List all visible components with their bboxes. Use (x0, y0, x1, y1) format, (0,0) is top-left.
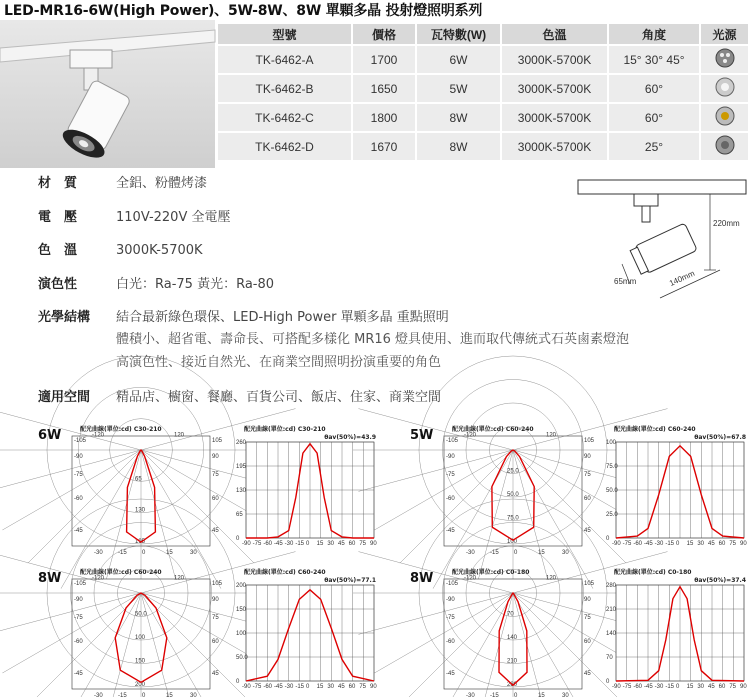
polar-angle-label: -45 (446, 671, 455, 677)
x-tick-label: 60 (718, 684, 726, 690)
prop-label: 電 壓 (38, 210, 78, 225)
x-tick-label: -30 (284, 684, 294, 690)
polar-angle-label: -120 (464, 575, 477, 582)
cell-watt: 8W (417, 104, 500, 131)
polar-angle-label: -105 (446, 581, 459, 587)
polar-angle-label: 15 (166, 550, 173, 556)
polar-angle-label: 30 (562, 693, 569, 697)
prop-label: 演色性 (38, 277, 78, 292)
polar-angle-label: -15 (490, 550, 499, 556)
polar-angle-label: 15 (538, 693, 545, 697)
x-tick-label: -90 (612, 684, 621, 690)
polar-title: 配光曲線(單位:cd) C0-180 (452, 569, 530, 576)
polar-ring-label: 280 (507, 682, 518, 688)
track-light-image (0, 20, 215, 168)
prop-value: 結合最新綠色環保、LED-High Power 單顆多晶 重點照明 (116, 310, 449, 325)
polar-angle-label: -60 (446, 496, 455, 502)
polar-title: 配光曲線(單位:cd) C60-240 (80, 569, 162, 576)
led-bulb-icon (713, 134, 737, 156)
cell-watt: 5W (417, 75, 500, 102)
page-title: LED-MR16-6W(High Power)、5W-8W、8W 單顆多晶 投射燈照明系列 (4, 3, 483, 19)
x-tick-label: 45 (338, 541, 345, 547)
prop-value: 白光：Ra-75 黃光：Ra-80 (116, 277, 275, 292)
y-tick-label: 0 (236, 536, 240, 542)
prop-voltage (38, 206, 230, 225)
y-tick-label: 200 (236, 583, 247, 589)
theta-label: θav(50%)=67.8 (694, 434, 746, 441)
prop-value: 3000K-5700K (116, 243, 203, 258)
polar-angle-label: -45 (74, 528, 83, 534)
led-bulb-icon (713, 47, 737, 69)
prop-value: 110V-220V 全電壓 (116, 210, 231, 225)
x-tick-label: 90 (370, 541, 377, 547)
cartesian-chart (606, 567, 746, 697)
polar-angle-label: 60 (212, 496, 219, 502)
cell-source (701, 104, 748, 131)
polar-ring-label: 75.0 (507, 515, 519, 522)
polar-angle-label: 30 (190, 550, 197, 556)
polar-ring-label: 140 (507, 635, 518, 641)
polar-angle-label: 60 (584, 639, 591, 645)
x-tick-label: 60 (718, 541, 726, 547)
y-tick-label: 100 (236, 631, 247, 637)
polar-angle-label: 75 (584, 472, 591, 478)
polar-angle-label: -60 (74, 639, 83, 645)
polar-angle-label: 120 (546, 575, 557, 582)
polar-ring-label: 50.0 (507, 492, 519, 498)
polar-angle-label: 30 (190, 693, 197, 697)
polar-chart (60, 567, 223, 697)
x-tick-label: -60 (263, 541, 273, 547)
polar-angle-label: -75 (74, 615, 83, 621)
cell-watt: 6W (417, 46, 500, 73)
y-tick-label: 75.0 (606, 464, 618, 470)
x-tick-label: 60 (348, 541, 356, 547)
polar-chart (60, 424, 223, 556)
y-tick-label: 210 (606, 607, 617, 613)
cell-angle: 15° 30° 45° (609, 46, 699, 73)
polar-angle-label: 75 (212, 615, 219, 621)
polar-ring-label: 100 (135, 635, 146, 641)
y-tick-label: 0 (606, 679, 610, 685)
x-tick-label: 15 (316, 541, 324, 547)
prop-value: 精品店、櫥窗、餐廳、百貨公司、飯店、住家、商業空間 (116, 390, 442, 405)
x-tick-label: -45 (644, 541, 653, 547)
polar-angle-label: -120 (92, 575, 105, 582)
col-angle: 角度 (609, 24, 699, 44)
cell-angle: 60° (609, 75, 699, 102)
x-tick-label: 75 (359, 541, 367, 547)
cell-price: 1800 (353, 104, 415, 131)
y-tick-label: 130 (236, 488, 247, 494)
polar-ring-label: 50.0 (135, 611, 147, 618)
x-tick-label: 0 (306, 684, 310, 690)
polar-angle-label: -15 (118, 550, 127, 556)
x-tick-label: 30 (327, 684, 335, 690)
polar-angle-label: -75 (446, 472, 455, 478)
polar-angle-label: 0 (514, 550, 518, 556)
x-tick-label: 30 (697, 541, 705, 547)
cell-model: TK-6462-C (218, 104, 351, 131)
chart-power-label: 8W (38, 571, 62, 586)
table-header-row (218, 24, 748, 44)
polar-ring-label: 100 (507, 539, 518, 545)
polar-angle-label: -60 (74, 496, 83, 502)
cartesian-chart (236, 424, 376, 554)
polar-angle-label: 90 (584, 597, 591, 603)
polar-angle-label: -120 (464, 432, 477, 439)
y-tick-label: 70 (606, 655, 613, 661)
x-tick-label: 15 (316, 684, 324, 690)
led-bulb-icon (713, 76, 737, 98)
cell-source (701, 133, 748, 160)
table-row (218, 46, 748, 73)
y-tick-label: 140 (606, 631, 617, 637)
cartesian-svg (606, 583, 746, 697)
product-photo (0, 20, 215, 168)
polar-ring-label: 200 (135, 682, 146, 688)
y-tick-label: 0 (236, 679, 240, 685)
polar-angle-label: 0 (142, 693, 146, 697)
y-tick-label: 0 (606, 536, 610, 542)
x-tick-label: 90 (370, 684, 377, 690)
y-tick-label: 50.0 (236, 655, 248, 661)
polar-angle-label: 45 (212, 528, 219, 534)
polar-angle-label: 90 (212, 597, 219, 603)
cell-source (701, 46, 748, 73)
cell-cct: 3000K-5700K (502, 75, 607, 102)
table-row (218, 133, 748, 160)
cell-price: 1700 (353, 46, 415, 73)
polar-ring-label: 25.0 (507, 468, 519, 475)
prop-label: 光學結構 (38, 310, 91, 325)
cell-source (701, 75, 748, 102)
polar-angle-label: -30 (94, 550, 103, 556)
chart-power-label: 6W (38, 428, 62, 443)
polar-angle-label: 60 (212, 639, 219, 645)
cell-angle: 25° (609, 133, 699, 160)
polar-chart (432, 567, 595, 697)
chart-power-label: 8W (410, 571, 434, 586)
polar-angle-label: 120 (174, 575, 185, 582)
polar-angle-label: -15 (118, 693, 127, 697)
optics-desc-line: 高演色性、接近自然光、在商業空間照明扮演重要的角色 (116, 355, 442, 370)
polar-angle-label: 45 (212, 671, 219, 677)
cartesian-svg (236, 440, 376, 554)
polar-angle-label: 15 (538, 550, 545, 556)
cartesian-svg (236, 583, 376, 697)
x-tick-label: -15 (295, 684, 305, 690)
x-tick-label: 75 (359, 684, 367, 690)
polar-angle-label: 45 (584, 528, 591, 534)
polar-angle-label: -45 (446, 528, 455, 534)
cartesian-title: 配光曲線(單位:cd) C30-210 (244, 426, 326, 433)
spec-table (216, 22, 750, 162)
polar-ring-label: 70 (507, 611, 514, 618)
polar-angle-label: 60 (584, 496, 591, 502)
x-tick-label: -45 (644, 684, 653, 690)
col-source: 光源 (701, 24, 748, 44)
polar-angle-label: -105 (74, 438, 87, 444)
col-model: 型號 (218, 24, 351, 44)
x-tick-label: 90 (740, 684, 747, 690)
x-tick-label: 45 (708, 684, 715, 690)
cell-angle: 60° (609, 104, 699, 131)
y-tick-label: 65 (236, 512, 243, 518)
polar-angle-label: -120 (92, 432, 105, 439)
x-tick-label: -75 (622, 541, 632, 547)
cell-cct: 3000K-5700K (502, 104, 607, 131)
led-bulb-icon (713, 105, 737, 127)
x-tick-label: 15 (686, 541, 694, 547)
x-tick-label: 15 (686, 684, 694, 690)
y-tick-label: 150 (236, 607, 247, 613)
cartesian-svg (606, 440, 746, 554)
polar-ring-label: 130 (135, 507, 146, 514)
chart-power-label: 5W (410, 428, 434, 443)
x-tick-label: -90 (242, 541, 251, 547)
cell-cct: 3000K-5700K (502, 133, 607, 160)
cell-price: 1670 (353, 133, 415, 160)
cell-model: TK-6462-D (218, 133, 351, 160)
cell-model: TK-6462-B (218, 75, 351, 102)
x-tick-label: -60 (633, 541, 643, 547)
y-tick-label: 195 (236, 464, 247, 470)
polar-angle-label: 15 (166, 693, 173, 697)
polar-angle-label: -30 (94, 693, 103, 697)
polar-angle-label: -90 (74, 454, 83, 460)
polar-title: 配光曲線(單位:cd) C60-240 (452, 426, 534, 433)
y-tick-label: 25.0 (606, 512, 618, 518)
x-tick-label: 60 (348, 684, 356, 690)
y-tick-label: 260 (236, 440, 247, 446)
cell-cct: 3000K-5700K (502, 46, 607, 73)
x-tick-label: -60 (633, 684, 643, 690)
polar-angle-label: 75 (584, 615, 591, 621)
x-tick-label: 0 (676, 541, 680, 547)
prop-cct (38, 239, 203, 258)
x-tick-label: 45 (338, 684, 345, 690)
x-tick-label: 30 (697, 684, 705, 690)
x-tick-label: -75 (252, 541, 262, 547)
polar-angle-label: -60 (446, 639, 455, 645)
x-tick-label: -30 (284, 541, 294, 547)
x-tick-label: -90 (242, 684, 251, 690)
polar-angle-label: -75 (74, 472, 83, 478)
polar-angle-label: 75 (212, 472, 219, 478)
prop-cri (38, 273, 274, 292)
polar-angle-label: 120 (546, 432, 557, 439)
polar-angle-label: 0 (142, 550, 146, 556)
polar-angle-label: -30 (466, 550, 475, 556)
cartesian-chart (606, 424, 746, 554)
x-tick-label: -75 (622, 684, 632, 690)
dim-diameter: 65mm (614, 277, 637, 286)
x-tick-label: -75 (252, 684, 262, 690)
prop-optics (38, 306, 449, 325)
polar-angle-label: -30 (466, 693, 475, 697)
polar-angle-label: 45 (584, 671, 591, 677)
cell-model: TK-6462-A (218, 46, 351, 73)
polar-svg (432, 575, 595, 697)
polar-angle-label: 105 (212, 438, 223, 444)
polar-ring-label: 210 (507, 658, 518, 665)
polar-title: 配光曲線(單位:cd) C30-210 (80, 426, 162, 433)
cell-price: 1650 (353, 75, 415, 102)
polar-angle-label: -75 (446, 615, 455, 621)
col-watt: 瓦特數(W) (417, 24, 500, 44)
x-tick-label: -30 (654, 541, 664, 547)
y-tick-label: 50.0 (606, 488, 618, 494)
x-tick-label: 0 (306, 541, 310, 547)
polar-angle-label: -90 (74, 597, 83, 603)
x-tick-label: -90 (612, 541, 621, 547)
polar-angle-label: 105 (584, 438, 595, 444)
polar-chart (432, 424, 595, 556)
polar-angle-label: -90 (446, 454, 455, 460)
theta-label: θav(50%)=43.9 (324, 434, 376, 441)
table-row (218, 104, 748, 131)
polar-angle-label: 105 (584, 581, 595, 587)
optics-desc-line: 體積小、超省電、壽命長、可搭配多樣化 MR16 燈具使用、進而取代傳統式石英鹵素燈泡 (116, 332, 630, 347)
x-tick-label: -15 (665, 541, 675, 547)
polar-angle-label: 90 (212, 454, 219, 460)
polar-svg (60, 432, 223, 556)
col-cct: 色溫 (502, 24, 607, 44)
polar-angle-label: -105 (74, 581, 87, 587)
prop-material (38, 172, 207, 191)
y-tick-label: 280 (606, 583, 617, 589)
x-tick-label: 75 (729, 684, 737, 690)
x-tick-label: -45 (274, 684, 283, 690)
polar-angle-label: 30 (562, 550, 569, 556)
polar-ring-label: 150 (135, 658, 146, 665)
prop-value: 全鋁、粉體烤漆 (116, 176, 208, 191)
cartesian-chart (236, 567, 376, 697)
prop-label: 適用空間 (38, 390, 91, 405)
polar-angle-label: 0 (514, 693, 518, 697)
col-price: 價格 (353, 24, 415, 44)
prop-label: 色 溫 (38, 243, 78, 258)
prop-application (38, 386, 441, 405)
polar-svg (60, 575, 223, 697)
x-tick-label: -60 (263, 684, 273, 690)
theta-label: θav(50%)=37.4 (694, 577, 746, 584)
polar-angle-label: 120 (174, 432, 185, 439)
x-tick-label: -45 (274, 541, 283, 547)
dimension-drawing (570, 172, 750, 302)
cartesian-title: 配光曲線(單位:cd) C60-240 (244, 569, 326, 576)
polar-angle-label: -105 (446, 438, 459, 444)
polar-angle-label: 90 (584, 454, 591, 460)
x-tick-label: -30 (654, 684, 664, 690)
x-tick-label: 90 (740, 541, 747, 547)
polar-angle-label: -15 (490, 693, 499, 697)
polar-ring-label: 195 (135, 539, 146, 545)
dim-height: 220mm (713, 219, 740, 228)
theta-label: θav(50%)=77.1 (324, 577, 376, 584)
polar-angle-label: -90 (446, 597, 455, 603)
polar-ring-label: 65 (135, 476, 142, 483)
table-row (218, 75, 748, 102)
dim-length: 140mm (668, 268, 697, 288)
polar-angle-label: -45 (74, 671, 83, 677)
x-tick-label: 45 (708, 541, 715, 547)
cartesian-title: 配光曲線(單位:cd) C60-240 (614, 426, 696, 433)
y-tick-label: 100 (606, 440, 617, 446)
x-tick-label: 75 (729, 541, 737, 547)
polar-svg (432, 432, 595, 556)
x-tick-label: 30 (327, 541, 335, 547)
prop-label: 材 質 (38, 176, 78, 191)
x-tick-label: -15 (665, 684, 675, 690)
x-tick-label: -15 (295, 541, 305, 547)
cartesian-title: 配光曲線(單位:cd) C0-180 (614, 569, 692, 576)
x-tick-label: 0 (676, 684, 680, 690)
polar-angle-label: 105 (212, 581, 223, 587)
cell-watt: 8W (417, 133, 500, 160)
